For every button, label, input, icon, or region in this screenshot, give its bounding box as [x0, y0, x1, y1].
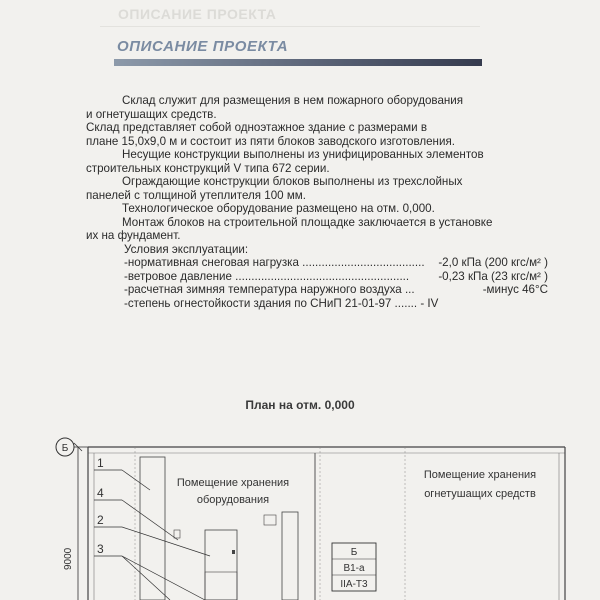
- marker-3: 3: [97, 542, 104, 556]
- paragraph-line: Несущие конструкции выполнены из унифицированных элементов: [122, 148, 484, 161]
- paragraph-line: Ограждающие конструкции блоков выполнены из трехслойных: [122, 175, 463, 188]
- conditions-heading: Условия эксплуатации:: [124, 242, 249, 256]
- paragraph-line: и огнетушащих средств.: [86, 107, 217, 121]
- paragraph-line: Склад служит для размещения в нем пожарного оборудования: [122, 94, 464, 107]
- paragraph-line: Склад представляет собой одноэтажное здание с размерами в: [86, 121, 428, 134]
- section-title: ОПИСАНИЕ ПРОЕКТА: [117, 38, 289, 55]
- axis-marker: [56, 438, 90, 456]
- dimension-line: [63, 443, 82, 600]
- condition-label: -расчетная зимняя температура наружного воздуха ...: [124, 283, 415, 296]
- classification-box: [332, 543, 376, 591]
- room2-label-line1: Помещение хранения: [423, 469, 537, 481]
- condition-value: -минус 46°С: [482, 283, 548, 296]
- paragraph-line: их на фундамент.: [86, 229, 181, 242]
- paragraph-line: панелей с толщиной утеплителя 100 мм.: [86, 188, 306, 202]
- plan-title: План на отм. 0,000: [245, 398, 355, 412]
- class-group: IIA-T3: [340, 579, 368, 590]
- axis-label: Б: [61, 443, 69, 454]
- paragraph-line: Технологическое оборудование размещено на отм. 0,000.: [122, 202, 435, 215]
- dimension-text: 9000: [63, 547, 74, 570]
- paragraph-line: строительных конструкций V типа 672 серии.: [86, 161, 330, 175]
- condition-value: -2,0 кПа (200 кгс/м² ): [438, 256, 548, 269]
- room2-label-line2: огнетушащих средств: [424, 488, 536, 500]
- ghost-title: ОПИСАНИЕ ПРОЕКТА: [118, 6, 277, 22]
- marker-4: 4: [97, 486, 104, 500]
- class-category: Б: [350, 547, 358, 558]
- room1-label-line1: Помещение хранения: [176, 477, 290, 489]
- condition-label: -степень огнестойкости здания по СНиП 21-01-97 ....... - IV: [124, 296, 439, 310]
- marker-1: 1: [97, 456, 104, 470]
- paragraph-line: Монтаж блоков на строительной площадке заключается в установке: [122, 215, 493, 229]
- condition-label: -ветровое давление ......................................................: [124, 269, 410, 283]
- marker-2: 2: [97, 513, 104, 527]
- condition-label: -нормативная снеговая нагрузка ......................................: [124, 256, 425, 269]
- paragraph-line: плане 15,0х9,0 м и состоит из пяти блоков заводского изготовления.: [86, 134, 455, 148]
- condition-value: -0,23 кПа (23 кгс/м² ): [438, 269, 548, 283]
- room1-label-line2: оборудования: [196, 494, 270, 506]
- class-zone: В1-а: [343, 563, 365, 574]
